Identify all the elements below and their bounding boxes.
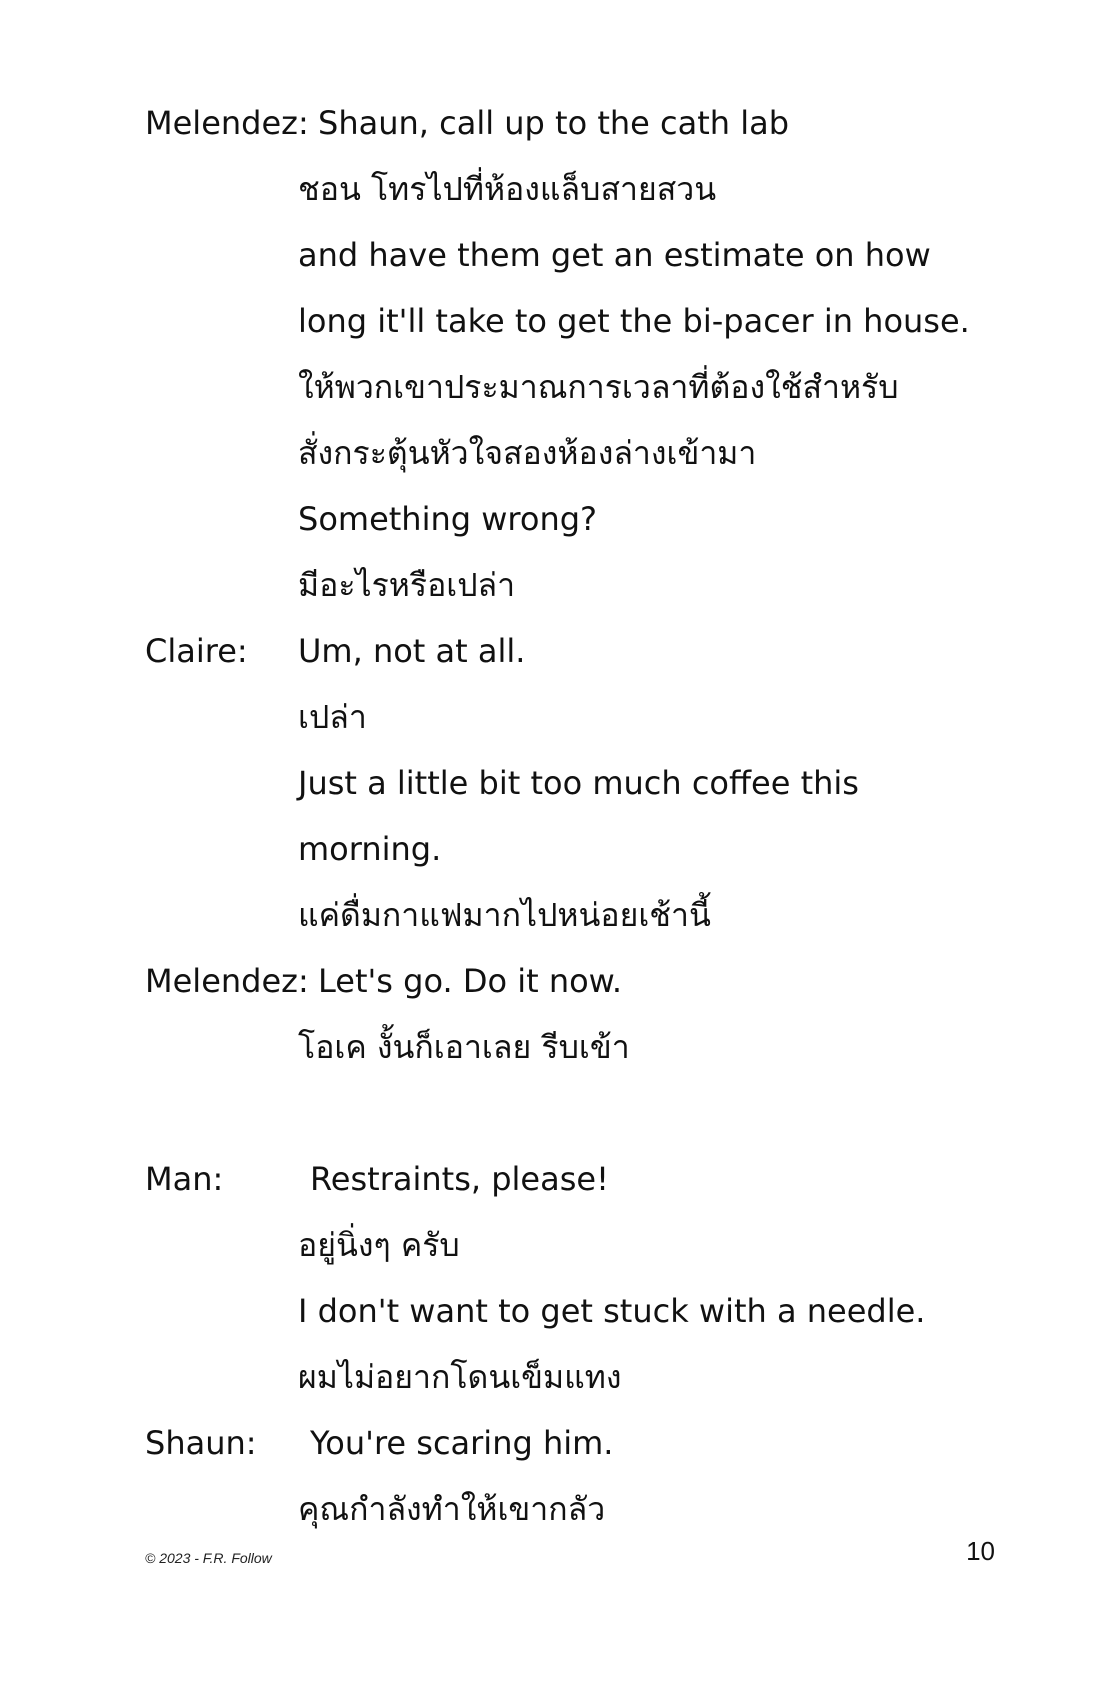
dialogue-line [0,1014,1100,1080]
dialogue-text: แค่ดื่มกาแฟมากไปหน่อยเช้านี้ [298,896,711,934]
dialogue-text: โอเค งั้นก็เอาเลย รีบเข้า [298,1028,630,1066]
dialogue-line [0,288,1100,354]
speaker-name: Claire: [145,632,248,670]
dialogue-text: ชอน โทรไปที่ห้องแล็บสายสวน [298,170,717,208]
dialogue-text: Um, not at all. [298,632,526,670]
dialogue-text: อยู่นิ่งๆ ครับ [298,1226,460,1264]
dialogue-line [0,816,1100,882]
dialogue-line [0,882,1100,948]
dialogue-line [0,90,1100,156]
speaker-name: Shaun: [145,1424,257,1462]
speaker-name: Melendez: [145,962,309,1000]
dialogue-text: มีอะไรหรือเปล่า [298,566,516,604]
dialogue-text: Let's go. Do it now. [318,962,623,1000]
speaker-name: Melendez: [145,104,309,142]
speaker-name: Man: [145,1160,224,1198]
dialogue-text: You're scaring him. [310,1424,614,1462]
dialogue-text: morning. [298,830,442,868]
dialogue-text: and have them get an estimate on how [298,236,931,274]
dialogue-text: คุณกำลังทำให้เขากลัว [298,1490,606,1528]
dialogue-line [0,750,1100,816]
copyright-footer: © 2023 - F.R. Follow [145,1550,272,1566]
dialogue-line [0,552,1100,618]
dialogue-text: Restraints, please! [310,1160,609,1198]
dialogue-line [0,618,1100,684]
dialogue-text: I don't want to get stuck with a needle. [298,1292,926,1330]
dialogue-text: สั่งกระตุ้นหัวใจสองห้องล่างเข้ามา [298,434,757,472]
dialogue-line [0,948,1100,1014]
dialogue-line [0,1278,1100,1344]
dialogue-line [0,1344,1100,1410]
page-number: 10 [966,1536,995,1566]
dialogue-line [0,156,1100,222]
dialogue-text: Something wrong? [298,500,598,538]
dialogue-text: เปล่า [298,698,367,736]
dialogue-line [0,1476,1100,1542]
dialogue-line [0,1410,1100,1476]
dialogue-line [0,420,1100,486]
dialogue-text: ให้พวกเขาประมาณการเวลาที่ต้องใช้สำหรับ [298,368,899,406]
dialogue-text: Just a little bit too much coffee this [298,764,859,802]
dialogue-line [0,486,1100,552]
dialogue-line [0,1146,1100,1212]
dialogue-text: Shaun, call up to the cath lab [318,104,790,142]
dialogue-line [0,222,1100,288]
dialogue-text: ผมไม่อยากโดนเข็มแทง [298,1358,622,1396]
dialogue-line [0,684,1100,750]
dialogue-text: long it'll take to get the bi-pacer in house. [298,302,970,340]
dialogue-line [0,354,1100,420]
dialogue-line [0,1212,1100,1278]
